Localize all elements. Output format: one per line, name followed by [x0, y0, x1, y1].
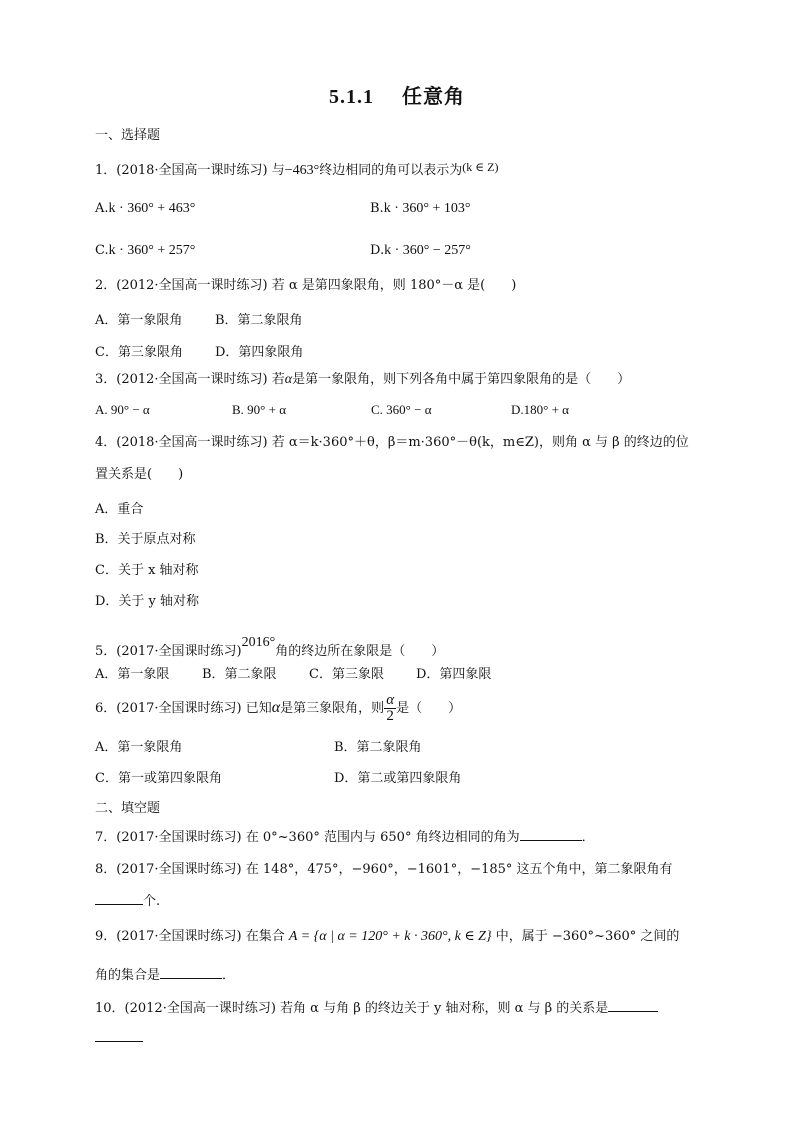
q6-fraction-numerator: α: [386, 692, 395, 708]
q2-option-b: B．第二象限角: [215, 313, 303, 328]
q5-option-c: C．第三象限: [309, 667, 384, 682]
q1-option-a-expr: k · 360° + 463°: [108, 201, 196, 216]
q2-option-d: D．第四象限角: [215, 345, 304, 360]
q10-text: 10．(2012·全国高一课时练习) 若角 α 与角 β 的终边关于 y 轴对称，则 α 与 β 的关系是: [95, 1001, 609, 1016]
question-4-line-2: 置关系是( ): [95, 467, 184, 482]
question-9-line-2: [95, 967, 235, 985]
q8-answer-blank[interactable]: [95, 904, 143, 905]
q7-end: ．: [581, 830, 595, 845]
q5-option-d: D．第四象限: [416, 667, 492, 682]
q5-option-a: A．第一象限: [95, 667, 170, 682]
q6-alpha: α: [271, 699, 281, 716]
title-text: 任意角: [402, 86, 465, 108]
q4-option-a: A．重合: [95, 502, 144, 517]
q6-mid: 是第三象限角，则: [280, 701, 385, 716]
q7-text: 7．(2017·全国课时练习) 在 0°~360° 范围内与 650° 角终边相同的角为: [95, 830, 520, 845]
question-10-line-2: [95, 1030, 143, 1048]
q1-option-b-expr: k · 360° + 103°: [383, 201, 471, 216]
page-title: [0, 80, 794, 109]
q1-option-b-label: B.: [370, 201, 384, 216]
q1-angle: −463°: [284, 163, 320, 178]
q9-set: A = {α | α = 120° + k · 360°, k ∈ Z}: [288, 929, 492, 944]
q3-alpha: α: [284, 372, 293, 387]
q5-suffix: 角的终边所在象限是（ ）: [275, 644, 445, 659]
q9-line2: 角的集合是: [95, 968, 161, 983]
q9-suffix: 中，属于 −360°~360° 之间的: [495, 929, 680, 944]
q1-condition: (k ∈ Z): [462, 160, 499, 174]
question-10: [95, 1000, 658, 1018]
q1-option-d: [370, 243, 471, 259]
question-6: [95, 693, 461, 723]
q3-option-a: A. 90° − α: [95, 402, 150, 417]
q3-option-b: B. 90° + α: [232, 402, 287, 417]
q6-option-d: D．第二或第四象限角: [334, 771, 462, 786]
question-8: 8．(2017·全国课时练习) 在 148°，475°，−960°，−1601°，−185° 这五个角中，第二象限角有: [95, 862, 673, 877]
q5-prefix: 5．(2017·全国课时练习): [95, 644, 242, 659]
question-5: [95, 634, 444, 661]
section-choice-heading: 一、选择题: [95, 128, 161, 143]
q10-answer-blank-2[interactable]: [95, 1041, 143, 1042]
q1-option-c-label: C.: [95, 243, 109, 258]
q4-option-c: C．关于 x 轴对称: [95, 563, 199, 578]
question-7: [95, 829, 595, 847]
title-number: 5.1.1: [329, 86, 374, 108]
q6-prefix: 6．(2017·全国课时练习) 已知: [95, 701, 272, 716]
q6-suffix: 是（ ）: [396, 701, 462, 716]
q2-option-a: A．第一象限角: [95, 313, 183, 328]
q8-end: 个.: [143, 894, 161, 909]
q9-prefix: 9．(2017·全国课时练习) 在集合: [95, 929, 285, 944]
q1-option-c: [95, 243, 195, 259]
q6-fraction-denominator: 2: [386, 708, 394, 724]
q9-end: ．: [222, 968, 236, 983]
q4-option-d: D．关于 y 轴对称: [95, 594, 200, 609]
q7-answer-blank[interactable]: [520, 840, 582, 841]
question-4-line-1: 4．(2018·全国高一课时练习) 若 α＝k·360°＋θ，β＝m·360°－θ(k，m∈Z)，则角 α 与 β 的终边的位: [95, 435, 689, 450]
q1-option-b: [370, 201, 470, 217]
q4-option-b: B．关于原点对称: [95, 532, 196, 547]
question-8-line-2: [95, 893, 160, 911]
q3-option-c: C. 360° − α: [371, 402, 432, 417]
section-fill-heading: 二、填空题: [95, 801, 161, 816]
question-1: [95, 158, 499, 180]
q3-option-d: D.180° + α: [511, 402, 569, 417]
question-9: [95, 928, 679, 946]
question-2: 2．(2012·全国高一课时练习) 若 α 是第四象限角，则 180°－α 是( ): [95, 278, 517, 293]
q1-suffix: 终边相同的角可以表示为: [319, 163, 463, 178]
q5-option-b: B．第二象限: [202, 667, 277, 682]
question-3: [95, 371, 630, 389]
q10-answer-blank[interactable]: [608, 1011, 658, 1012]
q1-option-c-expr: k · 360° + 257°: [108, 243, 196, 258]
q1-option-d-label: D.: [370, 243, 385, 258]
q6-option-a: A．第一象限角: [95, 740, 183, 755]
q9-answer-blank[interactable]: [160, 978, 222, 979]
q1-option-a: [95, 201, 195, 217]
q6-option-b: B．第二象限角: [334, 740, 422, 755]
q5-angle: 2016°: [241, 635, 276, 650]
q6-fraction: [384, 693, 396, 724]
q6-option-c: C．第一或第四象限角: [95, 771, 222, 786]
q1-option-a-label: A.: [95, 201, 109, 216]
q2-option-c: C．第三象限角: [95, 345, 183, 360]
q3-prefix: 3．(2012·全国高一课时练习) 若: [95, 372, 285, 387]
q1-prefix: 1．(2018·全国高一课时练习) 与: [95, 163, 285, 178]
q1-option-d-expr: k · 360° − 257°: [384, 243, 471, 258]
q3-suffix: 是第一象限角，则下列各角中属于第四象限角的是（ ）: [292, 372, 631, 387]
